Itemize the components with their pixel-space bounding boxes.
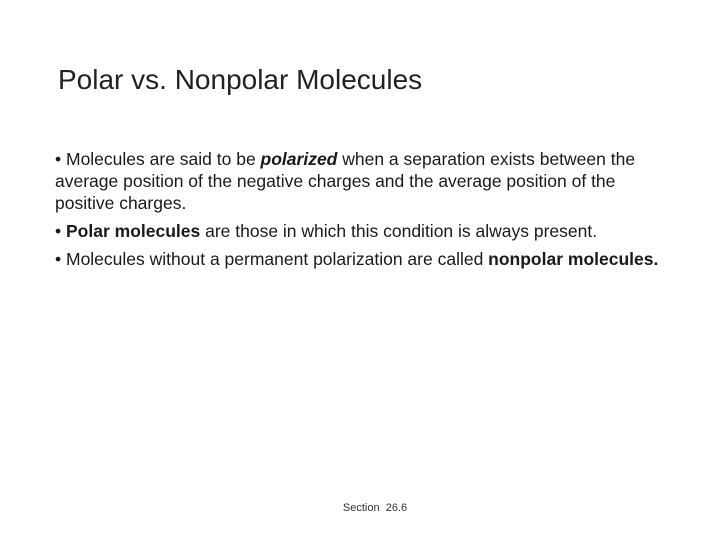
slide-footer: [0, 502, 720, 514]
section-number: 26.6: [385, 502, 408, 514]
bullet-3-text-1: • Molecules without a permanent polarization are called: [55, 249, 489, 269]
bullet-1-text-2: when a separation exists between the average position of the negative charges and the average position of the positive charges.: [55, 149, 636, 213]
term-polar-molecules: Polar molecules: [66, 221, 201, 241]
section-label: Section: [342, 502, 380, 514]
bullet-2-text-2: are those in which this condition is always present.: [200, 221, 598, 241]
slide-body: [55, 148, 670, 276]
bullet-polarized: [55, 148, 670, 214]
term-nonpolar-molecules: nonpolar molecules.: [488, 249, 659, 269]
bullet-2-text-1: •: [55, 221, 66, 241]
section-reference: [343, 502, 407, 514]
term-polarized: polarized: [260, 149, 338, 169]
bullet-nonpolar-molecules: [55, 248, 670, 270]
bullet-polar-molecules: [55, 220, 670, 242]
bullet-1-text-1: • Molecules are said to be: [55, 149, 261, 169]
slide-title: Polar vs. Nonpolar Molecules: [58, 64, 423, 95]
